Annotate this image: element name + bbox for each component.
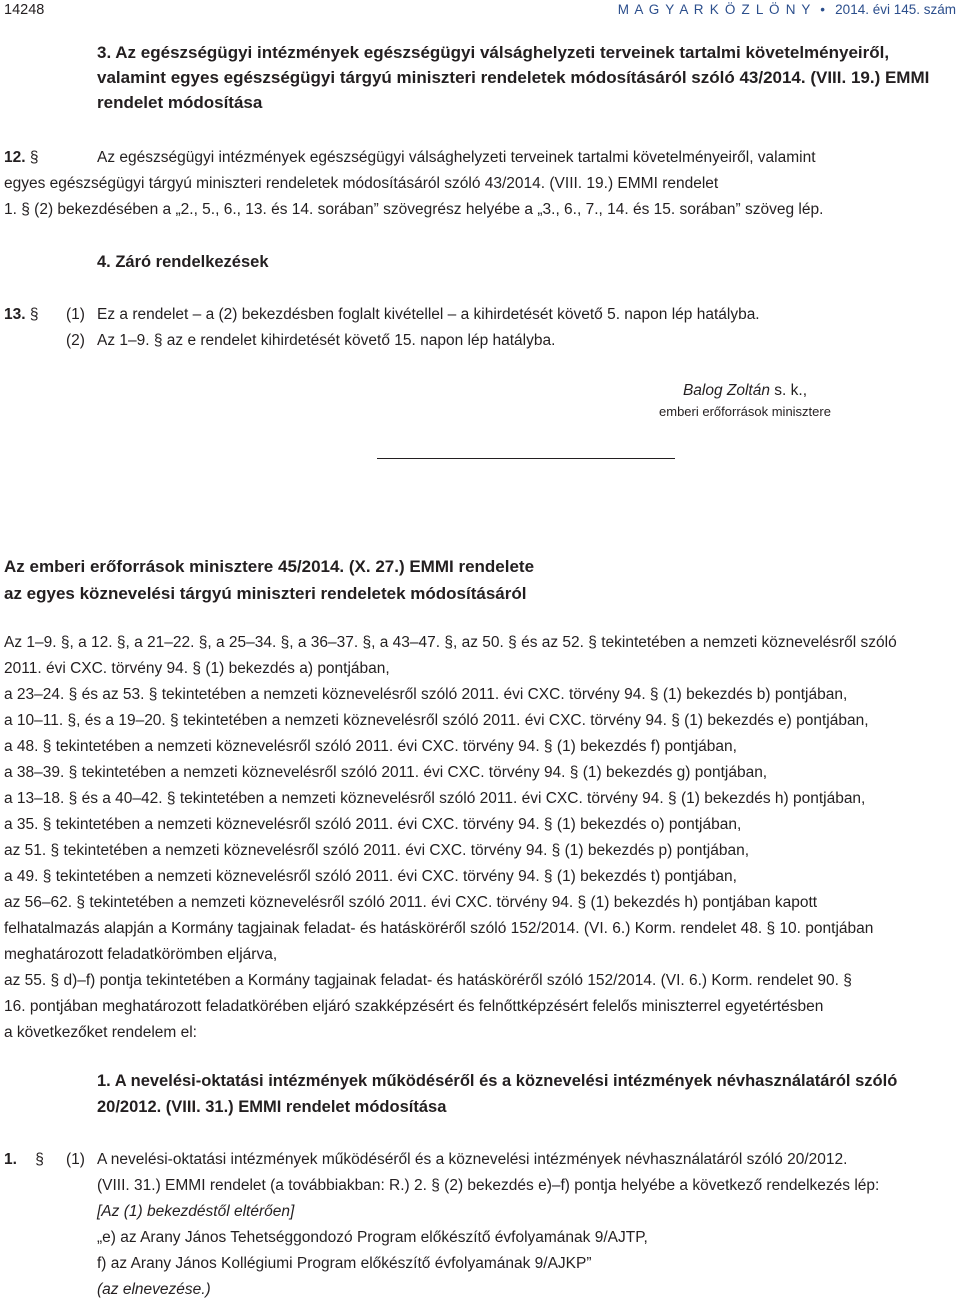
para-12-line-1: Az egészségügyi intézmények egészségügyi válsághelyzeti terveinek tartalmi követelményeiről, valamint bbox=[97, 149, 816, 166]
section-sign: § bbox=[35, 1151, 44, 1168]
para-1-line: (VIII. 31.) EMMI rendelet (a továbbiakban: R.) 2. § (2) bekezdés e)–f) pontja helyébe a következő rendelkezés lép: bbox=[97, 1177, 880, 1194]
preamble-line: 2011. évi CXC. törvény 94. § (1) bekezdés a) pontjában, bbox=[4, 660, 390, 677]
para-1-line: f) az Arany János Kollégiumi Program előkészítő évfolyamának 9/AJKP” bbox=[97, 1255, 592, 1272]
preamble-line: a 49. § tekintetében a nemzeti köznevelésről szóló 2011. évi CXC. törvény 94. § (1) bekezdés t) pontjában, bbox=[4, 868, 737, 885]
preamble-line: a 48. § tekintetében a nemzeti köznevelésről szóló 2011. évi CXC. törvény 94. § (1) bekezdés f) pontjában, bbox=[4, 738, 737, 755]
header-bullet: • bbox=[820, 2, 827, 17]
para-13-1-label: (1) bbox=[66, 306, 85, 323]
preamble-line: a 13–18. § és a 40–42. § tekintetében a nemzeti köznevelésről szóló 2011. évi CXC. törvény 94. § (1) bekezdés h) pontjában, bbox=[4, 790, 866, 807]
para-13-2-label: (2) bbox=[66, 332, 85, 349]
para-13-1-text: Ez a rendelet – a (2) bekezdésben foglalt kivétellel – a kihirdetését követő 5. napon lép hatályba. bbox=[97, 306, 760, 323]
section-sign: § bbox=[29, 149, 39, 166]
para-1-line: „e) az Arany János Tehetséggondozó Program előkészítő évfolyamának 9/AJTP, bbox=[97, 1229, 648, 1246]
preamble-line: a következőket rendelem el: bbox=[4, 1024, 197, 1041]
para-1-number bbox=[4, 1147, 44, 1173]
para-1-body bbox=[97, 1147, 957, 1303]
preamble-line: Az 1–9. §, a 12. §, a 21–22. §, a 25–34. §, a 36–37. §, a 43–47. §, az 50. § és az 52. § tekintetében a nemzeti köznevelésről szóló bbox=[4, 634, 897, 651]
preamble-line: a 23–24. § és az 53. § tekintetében a nemzeti köznevelésről szóló 2011. évi CXC. törvény 94. § (1) bekezdés b) pontjában, bbox=[4, 686, 848, 703]
act-title-line-2: az egyes köznevelési tárgyú miniszteri rendeletek módosításáról bbox=[4, 584, 527, 603]
preamble-line: az 55. § d)–f) pontja tekintetében a Kormány tagjainak feladat- és hatásköréről szóló 152/2014. (VI. 6.) Korm. rendelet 90. § bbox=[4, 972, 852, 989]
subsection-1-title: 1. A nevelési-oktatási intézmények működéséről és a köznevelési intézmények névhasználatáról szóló 20/2012. (VIII. 31.) EMMI rendelet módosítása bbox=[97, 1072, 898, 1116]
signatory-suffix: s. k., bbox=[769, 382, 808, 399]
para-1-line: [Az (1) bekezdéstől eltérően] bbox=[97, 1203, 295, 1220]
signature-block bbox=[560, 380, 930, 421]
preamble-line: az 56–62. § tekintetében a nemzeti köznevelésről szóló 2011. évi CXC. törvény 94. § (1) bekezdés h) pontjában kapott bbox=[4, 894, 818, 911]
divider-rule bbox=[377, 458, 675, 459]
preamble-line: az 51. § tekintetében a nemzeti köznevelésről szóló 2011. évi CXC. törvény 94. § (1) bekezdés p) pontjában, bbox=[4, 842, 750, 859]
section-4-title: 4. Záró rendelkezések bbox=[97, 253, 269, 271]
page-number: 14248 bbox=[4, 2, 45, 18]
running-header bbox=[618, 2, 956, 17]
act-title-line-1: Az emberi erőforrások minisztere 45/2014. (X. 27.) EMMI rendelete bbox=[4, 557, 535, 576]
para-1-1-label: (1) bbox=[66, 1151, 85, 1168]
para-13-2-text: Az 1–9. § az e rendelet kihirdetését követő 15. napon lép hatályba. bbox=[97, 332, 556, 349]
para-13-num: 13. bbox=[4, 306, 26, 323]
preamble-line: a 35. § tekintetében a nemzeti köznevelésről szóló 2011. évi CXC. törvény 94. § (1) bekezdés o) pontjában, bbox=[4, 816, 742, 833]
journal-name: M A G Y A R K Ö Z L Ö N Y bbox=[617, 2, 812, 17]
preamble bbox=[4, 630, 957, 1046]
para-12-num: 12. bbox=[4, 149, 26, 166]
preamble-line: 16. pontjában meghatározott feladatkörében eljáró szakképzésért és felnőttképzésért felelős miniszterrel egyetértésben bbox=[4, 998, 824, 1015]
para-12-line-3: 1. § (2) bekezdésében a „2., 5., 6., 13. és 14. sorában” szövegrész helyébe a „3., 6., 7., 14. és 15. sorában” szöveg lép. bbox=[4, 201, 824, 218]
para-12-number bbox=[4, 145, 39, 171]
para-1-line: A nevelési-oktatási intézmények működéséről és a köznevelési intézmények névhasználatáról szóló 20/2012. bbox=[97, 1151, 848, 1168]
preamble-line: meghatározott feladatkörömben eljárva, bbox=[4, 946, 278, 963]
act-title bbox=[4, 553, 954, 607]
section-3-title: 3. Az egészségügyi intézmények egészségügyi válsághelyzeti terveinek tartalmi követelményeiről, valamint egyes egészségügyi tárgyú miniszteri rendeletek módosításáról szóló 43/2014. (VIII. 19.) EMMI rendelet módosítása bbox=[97, 43, 930, 112]
signatory-title: emberi erőforrások minisztere bbox=[659, 404, 831, 419]
preamble-line: a 38–39. § tekintetében a nemzeti köznevelésről szóló 2011. évi CXC. törvény 94. § (1) bekezdés g) pontjában, bbox=[4, 764, 768, 781]
section-sign: § bbox=[29, 306, 39, 323]
signatory-name: Balog Zoltán bbox=[682, 382, 770, 399]
preamble-line: felhatalmazás alapján a Kormány tagjainak feladat- és hatásköréről szóló 152/2014. (VI. 6.) Korm. rendelet 48. § 10. pontjában bbox=[4, 920, 874, 937]
para-1-num: 1. bbox=[4, 1151, 17, 1168]
issue-number: 2014. évi 145. szám bbox=[835, 2, 956, 17]
para-12-line-2: egyes egészségügyi tárgyú miniszteri rendeletek módosításáról szóló 43/2014. (VIII. 19.) EMMI rendelet bbox=[4, 175, 719, 192]
para-13-number bbox=[4, 302, 39, 328]
preamble-line: a 10–11. §, és a 19–20. § tekintetében a nemzeti köznevelésről szóló 2011. évi CXC. törvény 94. § (1) bekezdés e) pontjában, bbox=[4, 712, 869, 729]
para-1-line: (az elnevezése.) bbox=[97, 1281, 211, 1298]
